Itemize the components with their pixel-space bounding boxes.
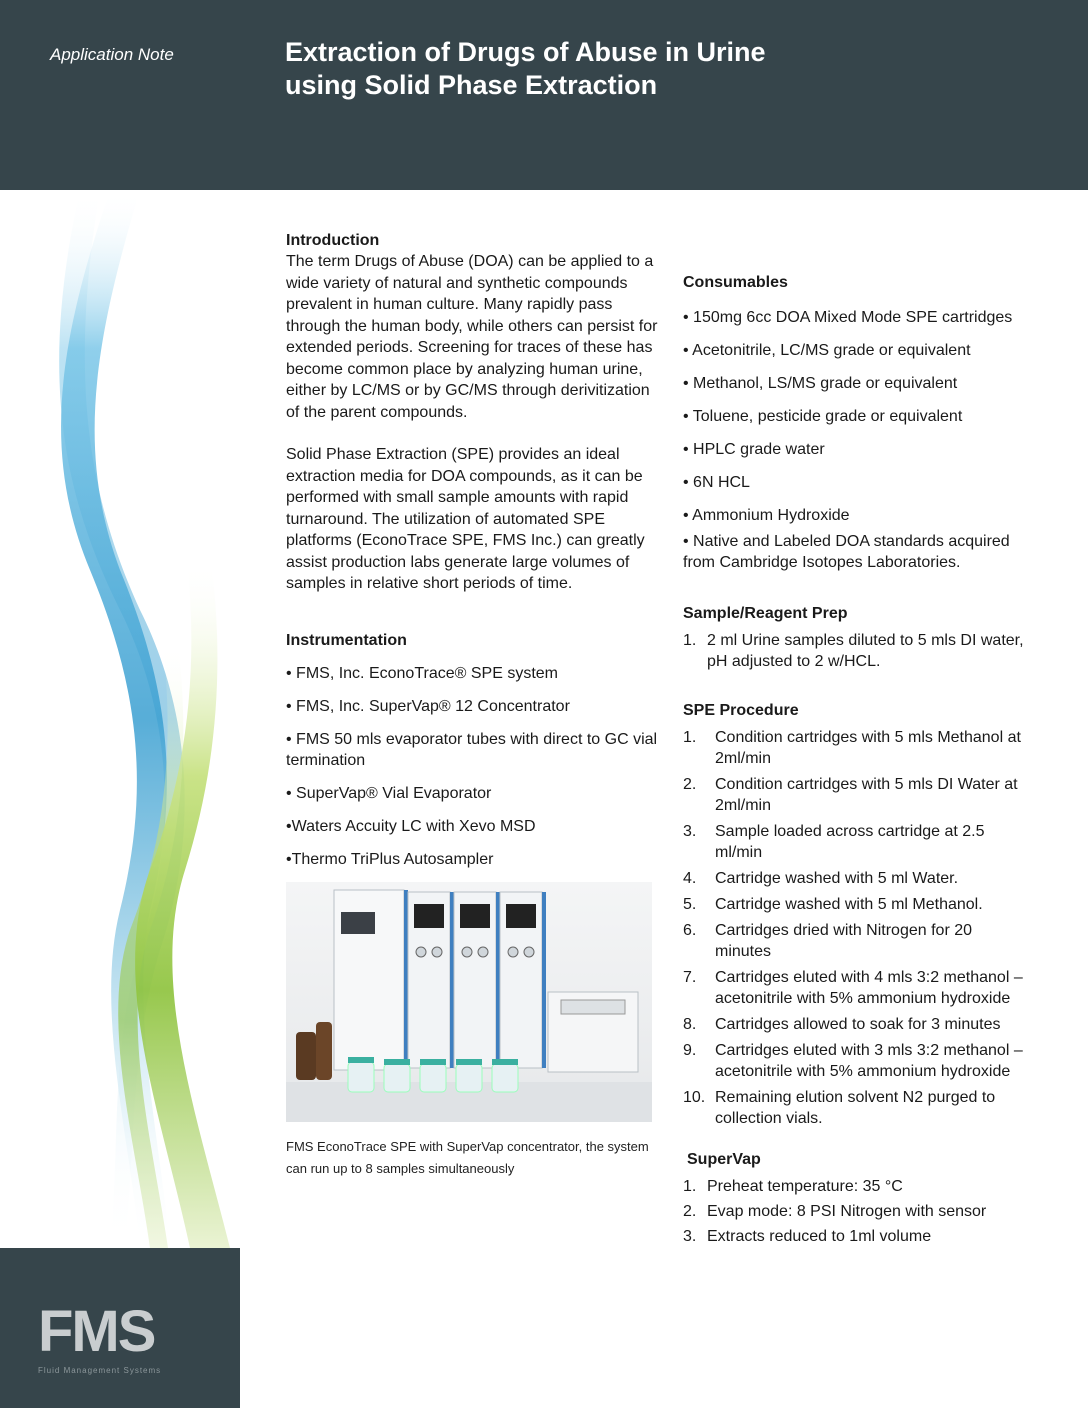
- photo-caption: FMS EconoTrace SPE with SuperVap concentrator, the system can run up to 8 samples simultaneously: [286, 1138, 649, 1176]
- list-item: 7. Cartridges eluted with 4 mls 3:2 methanol – acetonitrile with 5% ammonium hydroxide: [683, 969, 1023, 1007]
- list-item: 2. Evap mode: 8 PSI Nitrogen with sensor: [683, 1203, 987, 1220]
- consumable-item: • Ammonium Hydroxide: [683, 507, 850, 524]
- sample-prep-list: [683, 630, 1028, 672]
- fms-logo-tagline: Fluid Management Systems: [38, 1366, 162, 1375]
- supervap-list: [683, 1176, 1028, 1247]
- consumable-item: • HPLC grade water: [683, 441, 825, 458]
- consumable-item: • 150mg 6cc DOA Mixed Mode SPE cartridges: [683, 309, 1013, 326]
- list-item: 8. Cartridges allowed to soak for 3 minutes: [683, 1016, 1001, 1033]
- document-title: [285, 36, 985, 102]
- title-line-1: Extraction of Drugs of Abuse in Urine: [285, 37, 766, 67]
- list-item: 3. Sample loaded across cartridge at 2.5 ml/min: [683, 823, 985, 861]
- introduction-paragraph-1: The term Drugs of Abuse (DOA) can be applied to a wide variety of natural and synthetic compounds prevalent in human culture. Many rapidly pass through the human body, while others can persist for extended periods. Screening for traces of these has become common place by analyzing human urine, either by LC/MS or by GC/MS through derivitization of the parent compounds.: [286, 253, 658, 421]
- fms-logo: FMS: [38, 1299, 155, 1364]
- consumable-item: • 6N HCL: [683, 474, 750, 491]
- instrument-item: • FMS, Inc. EconoTrace® SPE system: [286, 664, 558, 682]
- instrument-item: • FMS, Inc. SuperVap® 12 Concentrator: [286, 697, 570, 715]
- decorative-swirl-graphic: [0, 190, 240, 1248]
- instrument-item: • SuperVap® Vial Evaporator: [286, 784, 492, 802]
- title-line-2: using Solid Phase Extraction: [285, 70, 658, 100]
- list-item: 4. Cartridge washed with 5 ml Water.: [683, 870, 959, 887]
- spe-system-illustration: [286, 882, 652, 1122]
- instrumentation-heading: Instrumentation: [286, 631, 407, 649]
- list-item: 2. Condition cartridges with 5 mls DI Water at 2ml/min: [683, 776, 1018, 814]
- list-item: 1. Condition cartridges with 5 mls Methanol at 2ml/min: [683, 729, 1021, 767]
- instrument-item: • FMS 50 mls evaporator tubes with direct to GC vial termination: [286, 730, 658, 769]
- application-note-label: Application Note: [50, 45, 174, 64]
- consumables-heading: Consumables: [683, 274, 788, 291]
- spe-procedure-heading: SPE Procedure: [683, 702, 799, 719]
- list-item: 1. Preheat temperature: 35 °C: [683, 1178, 903, 1195]
- consumable-item: • Native and Labeled DOA standards acquired from Cambridge Isotopes Laboratories.: [683, 533, 1010, 571]
- left-column: [286, 230, 658, 1180]
- list-item: 5. Cartridge washed with 5 ml Methanol.: [683, 896, 983, 913]
- consumable-item: • Toluene, pesticide grade or equivalent: [683, 408, 963, 425]
- consumable-item: • Methanol, LS/MS grade or equivalent: [683, 375, 958, 392]
- spe-procedure-list: [683, 727, 1028, 1129]
- list-item: 10. Remaining elution solvent N2 purged to collection vials.: [683, 1089, 996, 1127]
- list-item: 6. Cartridges dried with Nitrogen for 20 minutes: [683, 922, 973, 960]
- list-item: 9. Cartridges eluted with 3 mls 3:2 methanol – acetonitrile with 5% ammonium hydroxide: [683, 1042, 1023, 1080]
- header-banner: [0, 0, 1088, 190]
- equipment-photo: [286, 882, 652, 1122]
- instrument-item: •Waters Accuity LC with Xevo MSD: [286, 817, 536, 835]
- consumable-item: • Acetonitrile, LC/MS grade or equivalent: [683, 342, 971, 359]
- list-item: 3. Extracts reduced to 1ml volume: [683, 1228, 932, 1245]
- instrument-item: •Thermo TriPlus Autosampler: [286, 850, 494, 868]
- supervap-heading: SuperVap: [687, 1151, 761, 1168]
- introduction-paragraph-2: Solid Phase Extraction (SPE) provides an ideal extraction media for DOA compounds, as it can be performed with small sample amounts with rapid turnaround. The utilization of automated SPE platforms (EconoTrace SPE, FMS Inc.) can greatly assist production labs generate large volumes of samples in relative short periods of time.: [286, 446, 645, 592]
- list-item: 1. 2 ml Urine samples diluted to 5 mls DI water, pH adjusted to 2 w/HCL.: [683, 632, 1024, 670]
- logo-panel: [0, 1248, 240, 1408]
- introduction-heading: Introduction: [286, 232, 380, 249]
- right-column: [683, 272, 1028, 1247]
- sample-prep-heading: Sample/Reagent Prep: [683, 605, 848, 622]
